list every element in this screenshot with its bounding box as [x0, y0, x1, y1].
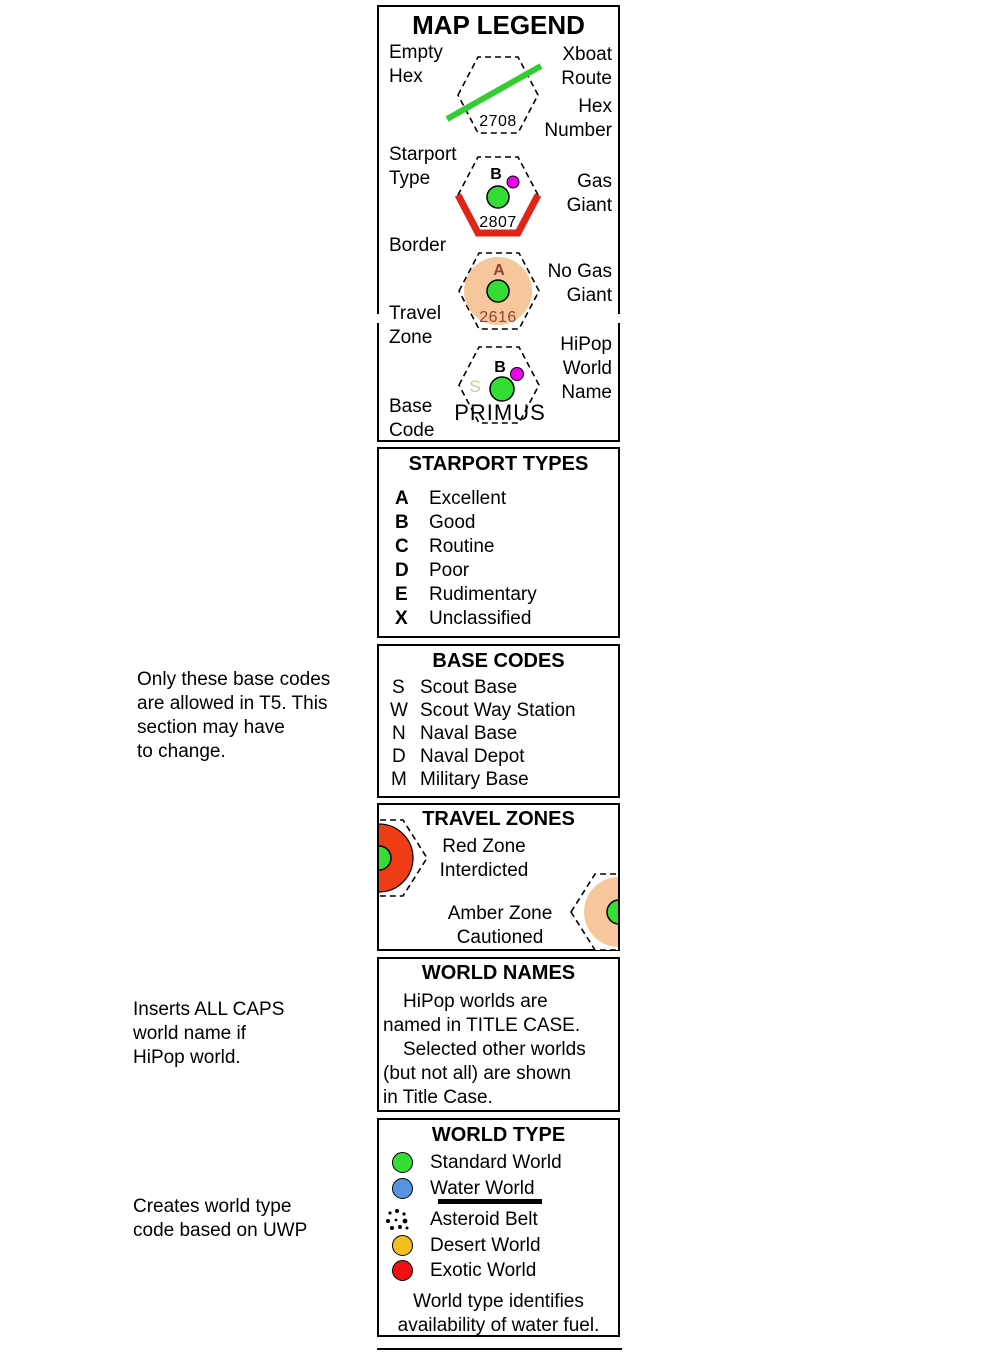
xboat-route-label — [561, 43, 612, 91]
starport-desc: Unclassified — [429, 608, 532, 629]
amber-zone-label — [420, 902, 580, 950]
hipop-label-line1: HiPop — [560, 334, 612, 355]
annotation-base-codes — [137, 668, 330, 764]
annotation-world-names — [133, 998, 284, 1070]
amber-zone-hex-icon — [440, 248, 550, 336]
starport-code: B — [395, 512, 409, 533]
starport-hex-icon — [440, 150, 550, 242]
base-codes-title: BASE CODES — [432, 650, 565, 672]
amber-zone-label-line1: Amber Zone — [447, 903, 553, 924]
gas-giant-icon — [507, 176, 519, 188]
starport-code: D — [395, 560, 409, 581]
annotation-line: HiPop world. — [133, 1047, 241, 1068]
world-names-line1: HiPop worlds are — [403, 991, 548, 1012]
travel-zone-label-line2: Zone — [389, 327, 433, 348]
starport-letter: B — [490, 166, 502, 183]
travel-zone-label — [389, 302, 441, 350]
xboat-route-label-line2: Route — [561, 68, 612, 89]
hipop-hex-icon — [438, 340, 562, 434]
starport-code: C — [395, 536, 409, 557]
annotation-line: to change. — [137, 741, 226, 762]
base-code: M — [391, 769, 407, 790]
annotation-line: section may have — [137, 717, 285, 738]
world-type-label: Exotic World — [430, 1260, 537, 1281]
travel-zones-title: TRAVEL ZONES — [422, 808, 575, 830]
starport-desc: Routine — [429, 536, 495, 557]
gas-giant-icon — [511, 368, 524, 381]
no-gas-giant-label-line2: Giant — [566, 285, 612, 306]
amber-zone-label-line2: Cautioned — [456, 927, 544, 948]
world-names-line4: (but not all) are shown — [383, 1063, 571, 1084]
base-desc: Naval Depot — [420, 746, 525, 767]
hex-number: 2807 — [479, 214, 517, 231]
starport-desc: Poor — [429, 560, 470, 581]
hex-number-label — [544, 95, 612, 143]
world-type-title: WORLD TYPE — [431, 1124, 566, 1146]
starport-desc: Good — [429, 512, 476, 533]
base-desc: Military Base — [420, 769, 529, 790]
world-icon — [487, 280, 509, 302]
world-names-title: WORLD NAMES — [421, 962, 576, 984]
border-label: Border — [389, 235, 447, 256]
xboat-route-label-line1: Xboat — [562, 44, 612, 65]
no-gas-giant-label — [548, 260, 612, 308]
water-world-icon — [392, 1178, 413, 1199]
empty-hex-label-line1: Empty — [389, 42, 443, 63]
red-zone-hex-icon — [379, 818, 431, 900]
world-type-label: Water World — [430, 1178, 535, 1199]
empty-hex-label — [389, 41, 443, 89]
hipop-world-name-label — [560, 333, 612, 405]
starport-type-label-line2: Type — [389, 168, 431, 189]
world-names-line2: named in TITLE CASE. — [383, 1015, 581, 1036]
world-icon — [487, 186, 509, 208]
hipop-label-line2: World — [562, 358, 612, 379]
world-type-footer-line2: availability of water fuel. — [397, 1315, 600, 1336]
standard-world-icon — [392, 1152, 413, 1173]
amber-zone-hex-icon — [567, 872, 618, 952]
world-type-label: Standard World — [430, 1152, 562, 1173]
empty-hex-icon — [440, 52, 550, 138]
annotation-line: Inserts ALL CAPS — [133, 999, 285, 1020]
red-zone-label — [429, 835, 539, 883]
world-type-footer — [379, 1290, 618, 1338]
starport-types-title: STARPORT TYPES — [408, 453, 589, 475]
world-name: PRIMUS — [454, 400, 546, 425]
base-code-label-line1: Base — [389, 396, 433, 417]
annotation-line: world name if — [133, 1023, 246, 1044]
annotation-world-type — [133, 1195, 307, 1243]
base-code: D — [392, 746, 406, 767]
world-type-footer-line1: World type identifies — [413, 1291, 584, 1312]
red-zone-label-line1: Red Zone — [442, 836, 526, 857]
base-code-label — [389, 395, 434, 443]
bottom-rule — [377, 1348, 622, 1350]
world-names-line3: Selected other worlds — [403, 1039, 586, 1060]
gas-giant-label-line2: Giant — [566, 195, 612, 216]
base-desc: Scout Way Station — [420, 700, 576, 721]
starport-letter: A — [493, 262, 505, 279]
base-code-letter: S — [469, 377, 481, 396]
base-code: S — [392, 677, 405, 698]
hex-number: 2708 — [479, 113, 517, 130]
travel-zone-label-line1: Travel — [389, 303, 442, 324]
starport-desc: Rudimentary — [429, 584, 537, 605]
empty-hex-label-line2: Hex — [389, 66, 423, 87]
starport-type-label-line1: Starport — [389, 144, 457, 165]
hipop-label-line3: Name — [561, 382, 612, 403]
exotic-world-icon — [392, 1260, 413, 1281]
world-type-label: Desert World — [430, 1235, 541, 1256]
hex-number-label-line1: Hex — [578, 96, 612, 117]
annotation-line: are allowed in T5. This — [137, 693, 328, 714]
hex-number-label-line2: Number — [544, 120, 612, 141]
asteroid-belt-icon — [384, 1206, 414, 1234]
red-zone-label-line2: Interdicted — [439, 860, 529, 881]
gas-giant-label — [567, 170, 612, 218]
base-desc: Scout Base — [420, 677, 518, 698]
gas-giant-label-line1: Gas — [577, 171, 612, 192]
base-code-label-line2: Code — [389, 420, 435, 441]
starport-code: X — [395, 608, 408, 629]
water-world-divider — [438, 1199, 542, 1204]
world-names-line5: in Title Case. — [383, 1087, 493, 1108]
hex-number: 2616 — [479, 309, 517, 326]
annotation-line: Only these base codes — [137, 669, 331, 690]
starport-desc: Excellent — [429, 488, 507, 509]
starport-code: E — [395, 584, 408, 605]
annotation-line: code based on UWP — [133, 1220, 308, 1241]
base-code: N — [392, 723, 406, 744]
starport-code: A — [395, 488, 409, 509]
base-code: W — [390, 700, 408, 721]
annotation-line: Creates world type — [133, 1196, 292, 1217]
desert-world-icon — [392, 1235, 413, 1256]
no-gas-giant-label-line1: No Gas — [547, 261, 612, 282]
starport-letter: B — [494, 359, 506, 376]
world-type-label: Asteroid Belt — [430, 1209, 538, 1230]
world-names-text — [383, 990, 617, 1110]
world-icon — [490, 377, 514, 401]
base-desc: Naval Base — [420, 723, 518, 744]
legend-title: MAP LEGEND — [412, 10, 585, 40]
